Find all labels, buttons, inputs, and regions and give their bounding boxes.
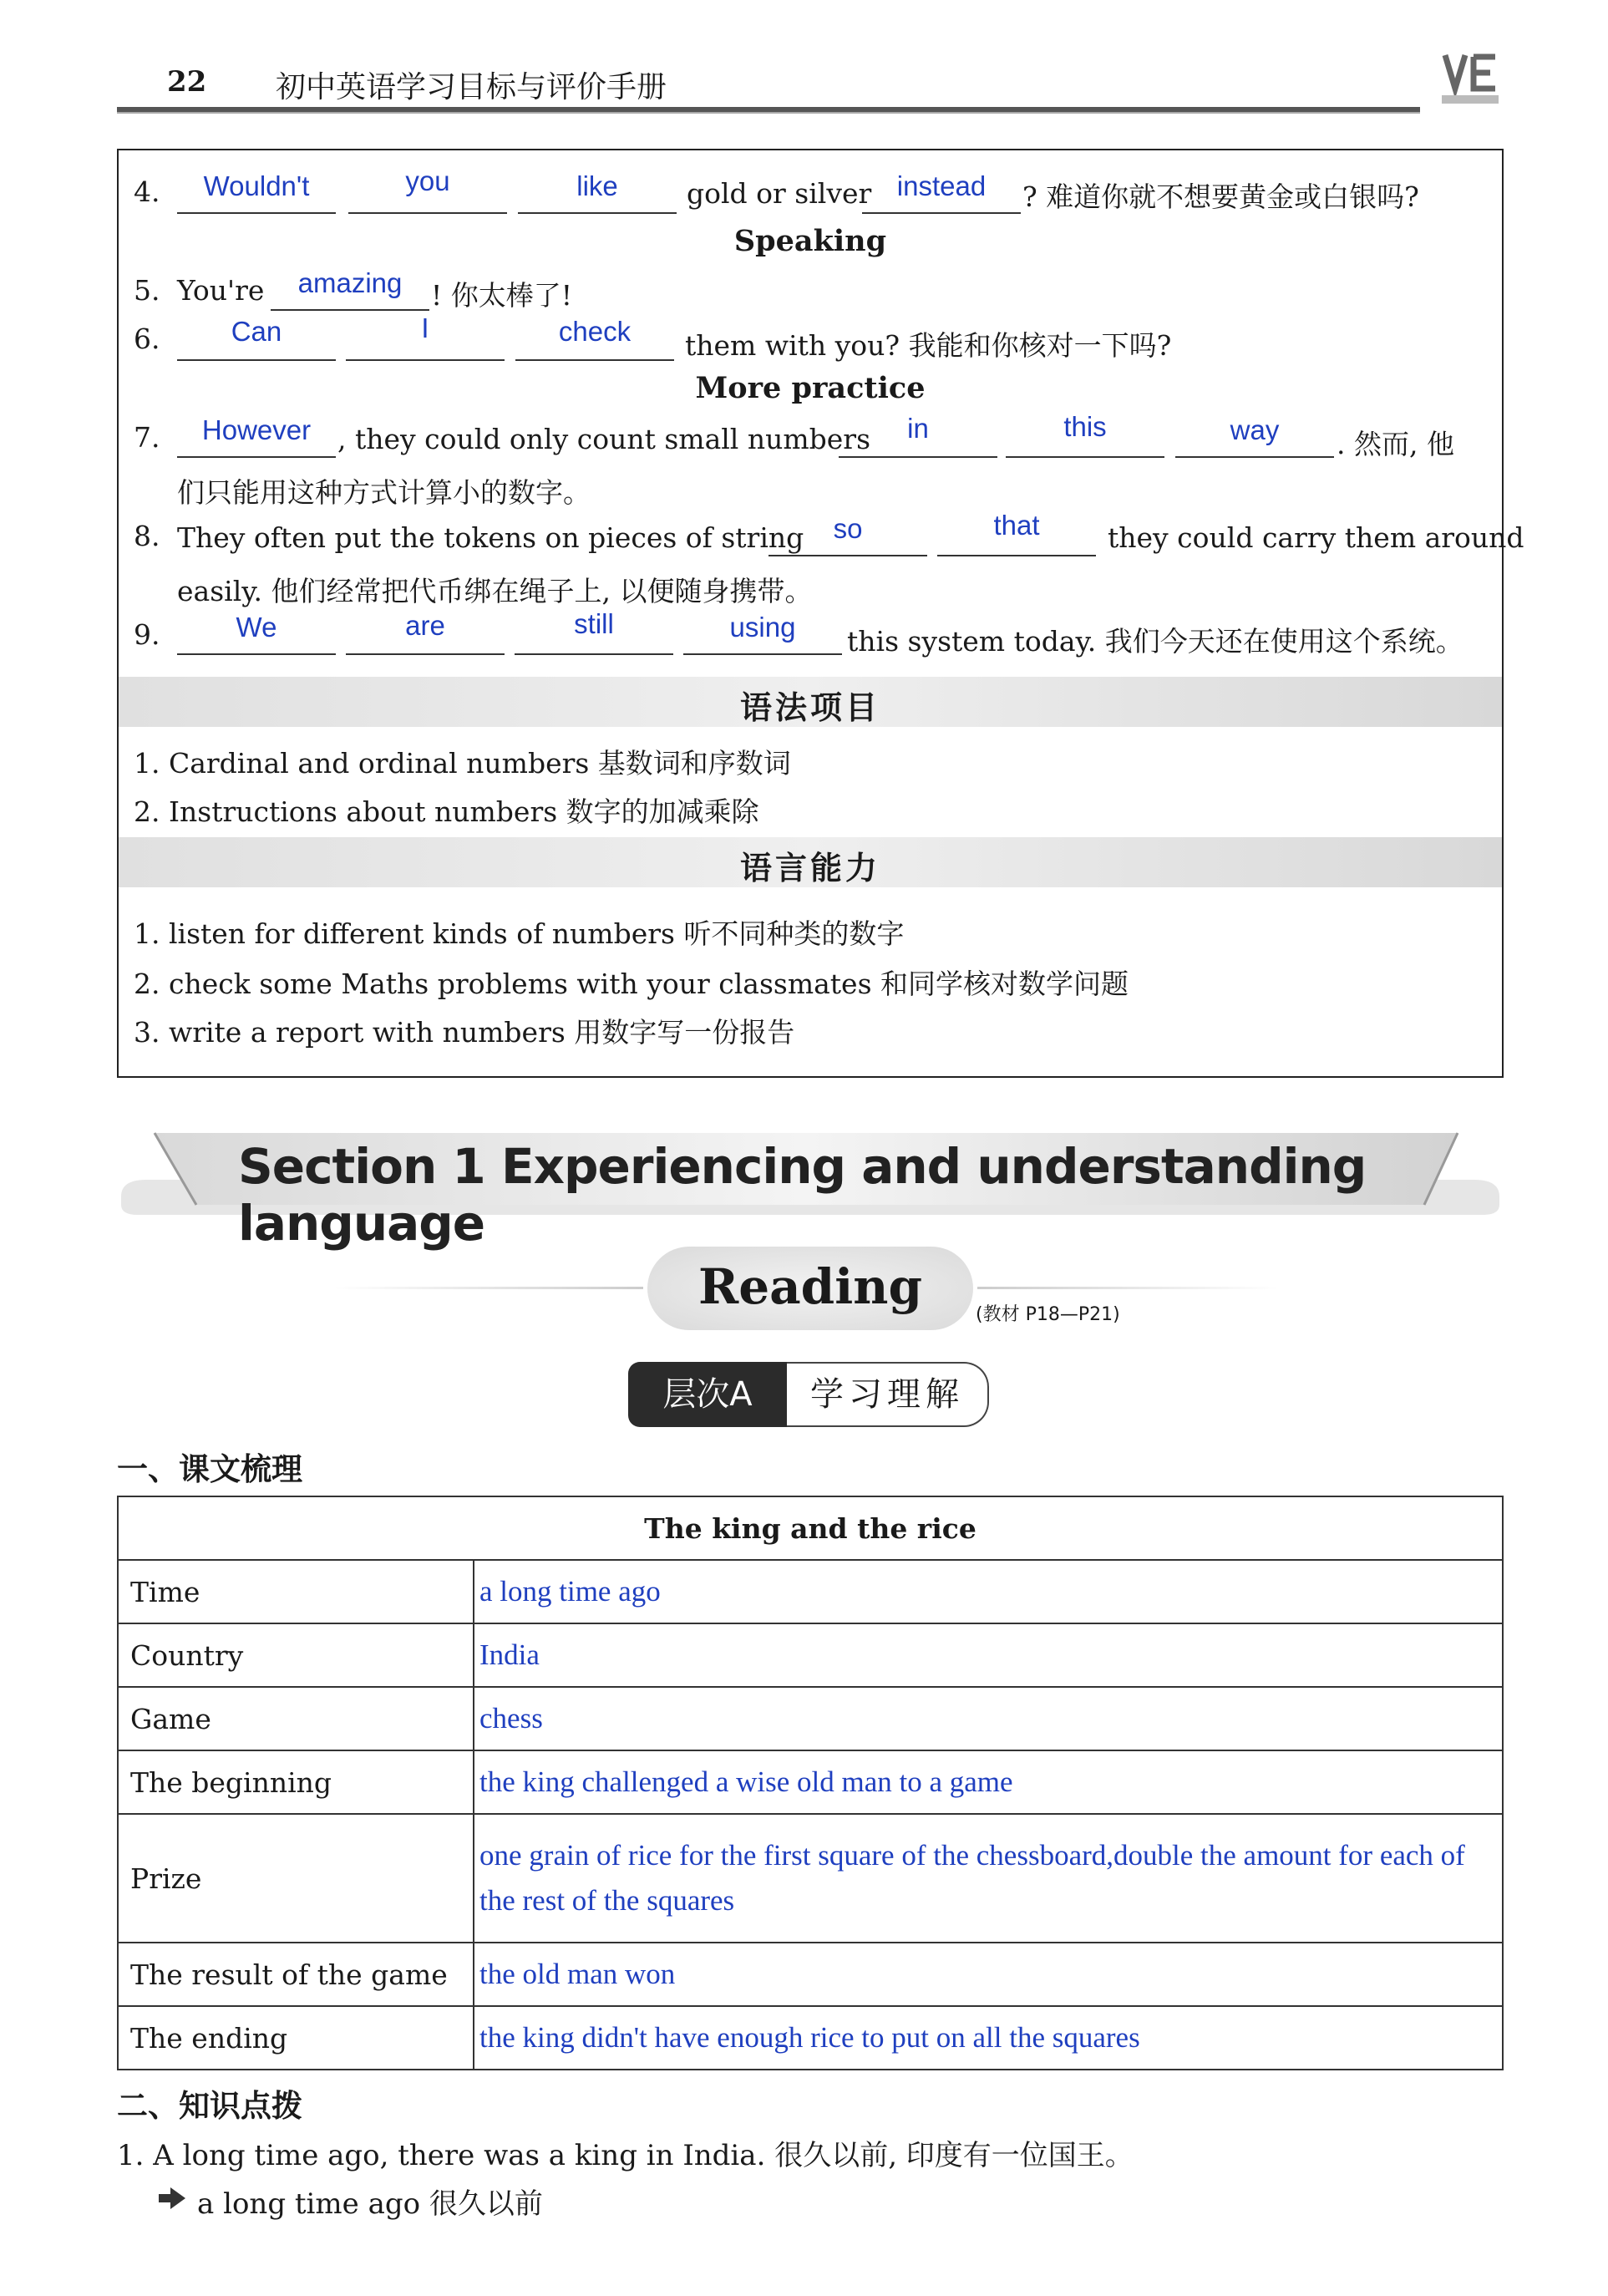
section-banner	[121, 1130, 1499, 1252]
row-value: the king challenged a wise old man to a game	[474, 1750, 1503, 1814]
answer-text: way	[1230, 414, 1280, 445]
answer-blank	[937, 553, 1096, 556]
table-row	[118, 1687, 1503, 1750]
answer-blank	[1006, 455, 1164, 458]
section-title: Section 1 Experiencing and understanding language	[238, 1138, 1367, 1252]
row-value: a long time ago	[474, 1560, 1503, 1623]
table-row	[118, 1814, 1503, 1943]
row-key: Game	[118, 1687, 474, 1750]
sentence-text: You're	[177, 274, 265, 307]
sentence-text: 们只能用这种方式计算小的数字。	[177, 476, 591, 509]
answer-text: check	[558, 316, 632, 347]
table-title: The king and the rice	[118, 1496, 1503, 1560]
answer-text: I	[421, 312, 429, 343]
sentence-text: they could carry them around	[1108, 521, 1524, 554]
arrow-right-icon	[159, 2186, 187, 2211]
item-number: 7.	[134, 421, 160, 454]
answer-blank	[515, 358, 674, 361]
row-key: The beginning	[118, 1750, 474, 1814]
answer-blank	[515, 652, 673, 655]
row-value: India	[474, 1623, 1503, 1687]
grammar-item: 1. Cardinal and ordinal numbers 基数词和序数词	[134, 747, 791, 780]
sentence-text: this system today. 我们今天还在使用这个系统。	[847, 625, 1463, 658]
sentence-text: They often put the tokens on pieces of string	[177, 521, 804, 554]
reading-title: Reading	[698, 1258, 922, 1315]
answer-blank	[1175, 455, 1334, 458]
answer-blank	[862, 211, 1021, 214]
row-value: the old man won	[474, 1943, 1503, 2006]
answer-blank	[346, 652, 505, 655]
story-outline-table	[117, 1496, 1504, 2070]
level-badge	[628, 1362, 996, 1427]
answer-blank	[177, 211, 336, 214]
answer-blank	[177, 358, 336, 361]
answer-blank	[346, 358, 505, 361]
row-value: chess	[474, 1687, 1503, 1750]
row-key: The result of the game	[118, 1943, 474, 2006]
answer-blank	[348, 211, 507, 214]
points-heading: 二、知识点拨	[117, 2088, 302, 2124]
skills-item: 2. check some Maths problems with your classmates 和同学核对数学问题	[134, 968, 1129, 1000]
item-number: 8.	[134, 520, 160, 552]
answer-text: still	[574, 608, 614, 639]
sentence-text: ! 你太棒了!	[431, 279, 573, 312]
answer-text: We	[236, 612, 277, 643]
item-number: 5.	[134, 274, 160, 307]
grammar-item: 2. Instructions about numbers 数字的加减乘除	[134, 795, 759, 828]
subheading-speaking: Speaking	[733, 224, 887, 258]
answer-text: so	[833, 513, 863, 544]
answer-text: this	[1063, 411, 1107, 442]
answer-blank	[839, 455, 997, 458]
reading-bubble	[647, 1247, 973, 1330]
answer-blank	[768, 553, 927, 556]
table-row	[118, 2006, 1503, 2070]
level-tag: 层次A	[628, 1362, 787, 1427]
book-title: 初中英语学习目标与评价手册	[276, 70, 667, 104]
item-number: 6.	[134, 323, 160, 355]
page-number: 22	[167, 65, 207, 99]
answer-text: Can	[231, 316, 282, 347]
page-header	[117, 57, 1504, 115]
skills-item: 1. listen for different kinds of numbers 听不同种类的数字	[134, 917, 905, 950]
item-number: 9.	[134, 618, 160, 651]
publisher-logo-icon	[1437, 47, 1504, 114]
answer-text: Wouldn't	[203, 170, 310, 201]
sentence-text: gold or silver	[687, 177, 872, 210]
sentence-text: them with you? 我能和你核对一下吗?	[685, 329, 1172, 362]
textbook-reference: (教材 P18—P21)	[976, 1304, 1120, 1325]
grammar-title: 语法项目	[739, 689, 880, 726]
divider	[334, 1287, 643, 1289]
sentence-text: . 然而, 他	[1337, 428, 1454, 460]
answer-blank	[177, 652, 336, 655]
divider	[977, 1287, 1278, 1289]
answer-blank	[518, 211, 677, 214]
answer-text: using	[729, 612, 796, 643]
row-key: The ending	[118, 2006, 474, 2070]
sentence-text: , they could only count small numbers	[337, 423, 871, 455]
table-row	[118, 1623, 1503, 1687]
sentence-text: ? 难道你就不想要黄金或白银吗?	[1022, 180, 1419, 213]
table-row	[118, 1560, 1503, 1623]
knowledge-point-detail: a long time ago 很久以前	[197, 2187, 543, 2221]
answer-text: instead	[896, 170, 987, 201]
sentence-text: easily. 他们经常把代币绑在绳子上, 以便随身携带。	[177, 575, 813, 607]
table-row	[118, 1943, 1503, 2006]
answer-text: However	[201, 414, 312, 445]
skills-item: 3. write a report with numbers 用数字写一份报告	[134, 1016, 795, 1049]
subheading-more-practice: More practice	[695, 371, 926, 405]
item-number: 4.	[134, 175, 160, 208]
row-value: the king didn't have enough rice to put on all the squares	[474, 2006, 1503, 2070]
answer-blank	[271, 307, 429, 311]
sentence-practice-box	[117, 149, 1524, 1078]
answer-text: that	[993, 510, 1040, 541]
row-key: Time	[118, 1560, 474, 1623]
row-value: one grain of rice for the first square of the chessboard,double the amount for each of the rest of the squares	[474, 1814, 1503, 1943]
answer-text: amazing	[297, 267, 403, 298]
skills-title: 语言能力	[739, 850, 880, 886]
answer-blank	[177, 455, 336, 458]
level-label: 学习理解	[787, 1362, 989, 1427]
table-row	[118, 1750, 1503, 1814]
row-key: Country	[118, 1623, 474, 1687]
answer-text: are	[405, 610, 445, 641]
header-rule	[117, 107, 1420, 114]
skills-band	[119, 837, 1502, 887]
row-key: Prize	[118, 1814, 474, 1943]
answer-text: you	[405, 165, 450, 196]
outline-heading: 一、课文梳理	[117, 1451, 302, 1487]
answer-text: in	[907, 413, 929, 444]
answer-blank	[683, 652, 842, 655]
answer-text: like	[576, 170, 618, 201]
knowledge-point: 1. A long time ago, there was a king in India. 很久以前, 印度有一位国王。	[117, 2139, 1134, 2172]
grammar-band	[119, 677, 1502, 727]
